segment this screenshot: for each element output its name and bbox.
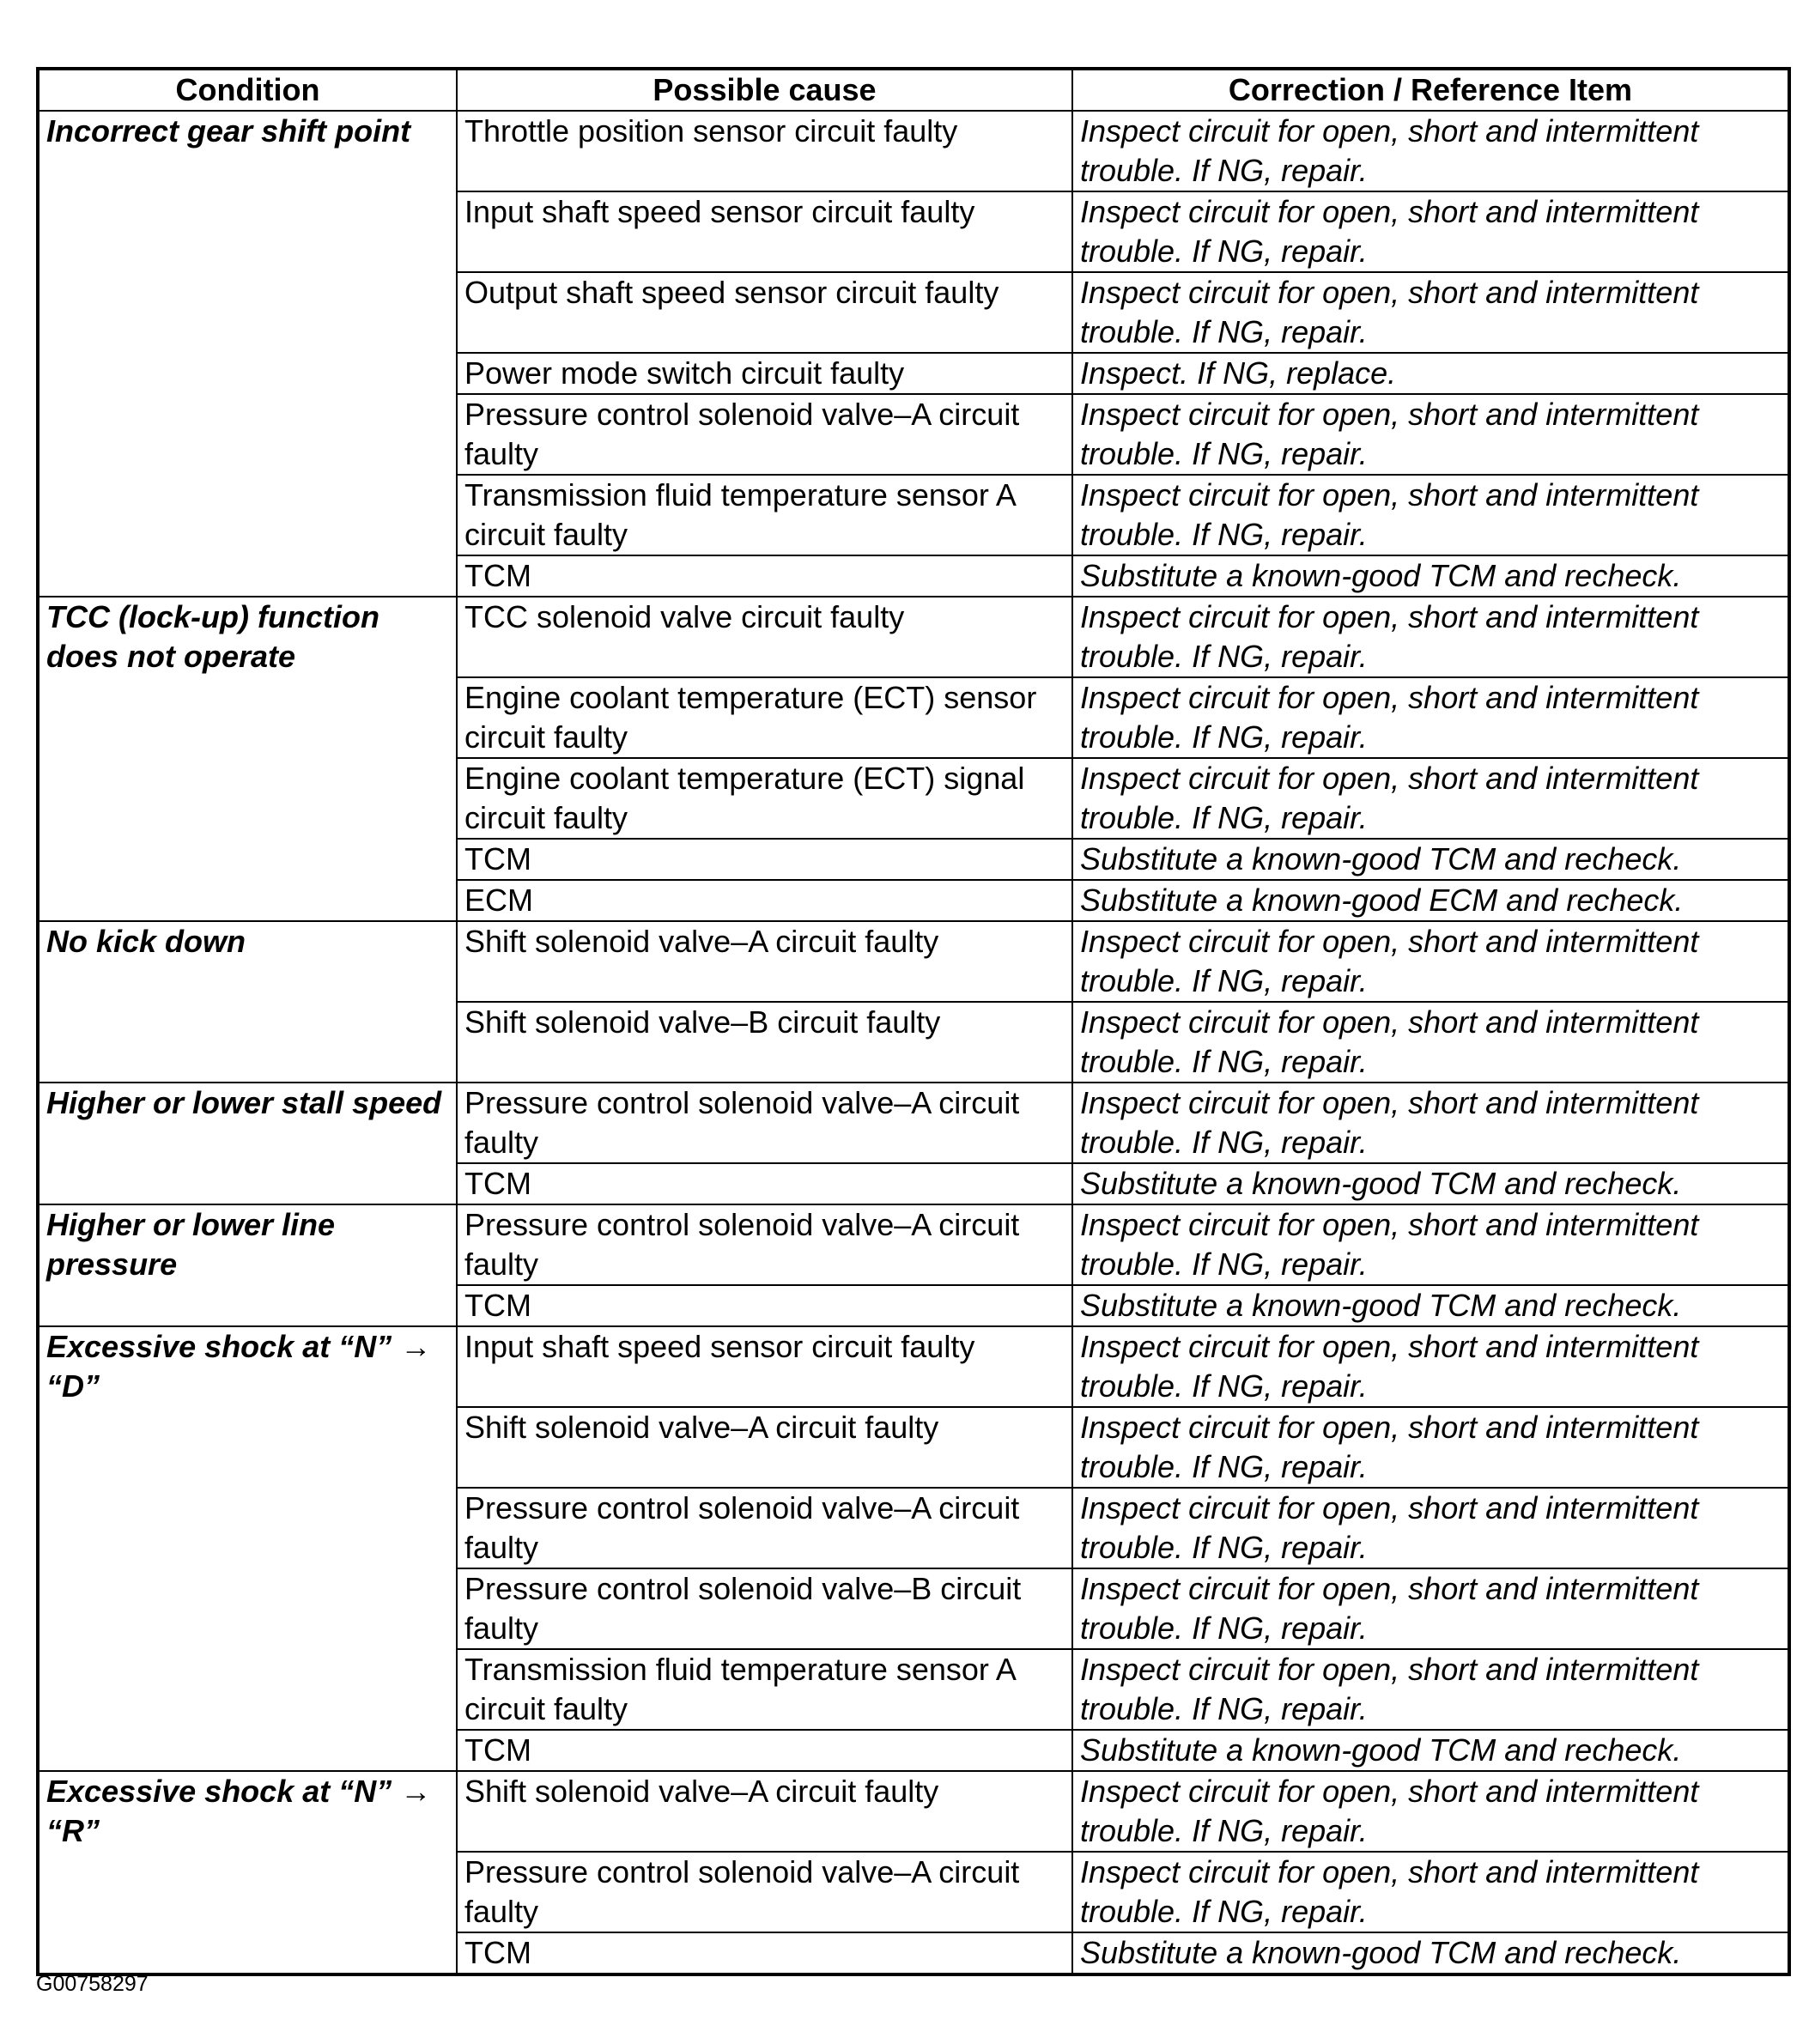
correction-cell: Inspect circuit for open, short and intermittent trouble. If NG, repair. xyxy=(1072,1771,1789,1852)
condition-cell: Higher or lower stall speed xyxy=(38,1083,457,1204)
condition-cell: No kick down xyxy=(38,921,457,1083)
correction-cell: Inspect circuit for open, short and intermittent trouble. If NG, repair. xyxy=(1072,394,1789,475)
possible-cause-cell: Throttle position sensor circuit faulty xyxy=(457,111,1072,191)
possible-cause-cell: Pressure control solenoid valve–A circuit faulty xyxy=(457,1488,1072,1568)
possible-cause-cell: Pressure control solenoid valve–A circuit faulty xyxy=(457,1204,1072,1285)
possible-cause-cell: Pressure control solenoid valve–A circuit faulty xyxy=(457,394,1072,475)
table-row xyxy=(38,1771,1789,1852)
possible-cause-cell: TCM xyxy=(457,839,1072,880)
correction-cell: Inspect circuit for open, short and intermittent trouble. If NG, repair. xyxy=(1072,597,1789,677)
table-row xyxy=(38,1326,1789,1407)
correction-cell: Substitute a known-good TCM and recheck. xyxy=(1072,1163,1789,1204)
correction-cell: Inspect. If NG, replace. xyxy=(1072,353,1789,394)
possible-cause-cell: Shift solenoid valve–A circuit faulty xyxy=(457,1771,1072,1852)
condition-cell: Excessive shock at “N” → “R” xyxy=(38,1771,457,1974)
possible-cause-cell: TCM xyxy=(457,1285,1072,1326)
correction-cell: Inspect circuit for open, short and intermittent trouble. If NG, repair. xyxy=(1072,191,1789,272)
correction-cell: Inspect circuit for open, short and intermittent trouble. If NG, repair. xyxy=(1072,272,1789,353)
possible-cause-cell: TCM xyxy=(457,1163,1072,1204)
possible-cause-cell: Pressure control solenoid valve–B circuit faulty xyxy=(457,1568,1072,1649)
correction-cell: Inspect circuit for open, short and intermittent trouble. If NG, repair. xyxy=(1072,1204,1789,1285)
table-row xyxy=(38,111,1789,191)
possible-cause-cell: Engine coolant temperature (ECT) signal circuit faulty xyxy=(457,758,1072,839)
condition-cell: Excessive shock at “N” → “D” xyxy=(38,1326,457,1771)
possible-cause-cell: TCC solenoid valve circuit faulty xyxy=(457,597,1072,677)
possible-cause-cell: Transmission fluid temperature sensor A circuit faulty xyxy=(457,475,1072,555)
correction-cell: Inspect circuit for open, short and intermittent trouble. If NG, repair. xyxy=(1072,1002,1789,1083)
correction-cell: Substitute a known-good TCM and recheck. xyxy=(1072,1932,1789,1974)
condition-cell: TCC (lock-up) function does not operate xyxy=(38,597,457,921)
header-condition: Condition xyxy=(38,69,457,111)
correction-cell: Inspect circuit for open, short and intermittent trouble. If NG, repair. xyxy=(1072,677,1789,758)
correction-cell: Inspect circuit for open, short and intermittent trouble. If NG, repair. xyxy=(1072,475,1789,555)
possible-cause-cell: Power mode switch circuit faulty xyxy=(457,353,1072,394)
possible-cause-cell: Shift solenoid valve–B circuit faulty xyxy=(457,1002,1072,1083)
correction-cell: Substitute a known-good TCM and recheck. xyxy=(1072,1285,1789,1326)
table-row xyxy=(38,921,1789,1002)
table-row xyxy=(38,1204,1789,1285)
possible-cause-cell: Input shaft speed sensor circuit faulty xyxy=(457,1326,1072,1407)
condition-cell: Incorrect gear shift point xyxy=(38,111,457,597)
correction-cell: Inspect circuit for open, short and intermittent trouble. If NG, repair. xyxy=(1072,1568,1789,1649)
possible-cause-cell: Shift solenoid valve–A circuit faulty xyxy=(457,1407,1072,1488)
possible-cause-cell: Transmission fluid temperature sensor A circuit faulty xyxy=(457,1649,1072,1730)
correction-cell: Substitute a known-good TCM and recheck. xyxy=(1072,555,1789,597)
correction-cell: Substitute a known-good TCM and recheck. xyxy=(1072,839,1789,880)
possible-cause-cell: Input shaft speed sensor circuit faulty xyxy=(457,191,1072,272)
possible-cause-cell: Pressure control solenoid valve–A circuit faulty xyxy=(457,1852,1072,1932)
correction-cell: Substitute a known-good TCM and recheck. xyxy=(1072,1730,1789,1771)
header-correction: Correction / Reference Item xyxy=(1072,69,1789,111)
header-possible-cause: Possible cause xyxy=(457,69,1072,111)
correction-cell: Inspect circuit for open, short and intermittent trouble. If NG, repair. xyxy=(1072,1852,1789,1932)
possible-cause-cell: TCM xyxy=(457,1932,1072,1974)
possible-cause-cell: Output shaft speed sensor circuit faulty xyxy=(457,272,1072,353)
possible-cause-cell: Pressure control solenoid valve–A circuit faulty xyxy=(457,1083,1072,1163)
header-row xyxy=(38,69,1789,111)
correction-cell: Inspect circuit for open, short and intermittent trouble. If NG, repair. xyxy=(1072,1407,1789,1488)
figure-id: G00758297 xyxy=(36,1972,149,1996)
correction-cell: Inspect circuit for open, short and intermittent trouble. If NG, repair. xyxy=(1072,1083,1789,1163)
possible-cause-cell: Engine coolant temperature (ECT) sensor circuit faulty xyxy=(457,677,1072,758)
correction-cell: Substitute a known-good ECM and recheck. xyxy=(1072,880,1789,921)
table-row xyxy=(38,597,1789,677)
troubleshooting-table xyxy=(36,67,1791,1976)
correction-cell: Inspect circuit for open, short and intermittent trouble. If NG, repair. xyxy=(1072,1488,1789,1568)
correction-cell: Inspect circuit for open, short and intermittent trouble. If NG, repair. xyxy=(1072,1326,1789,1407)
possible-cause-cell: TCM xyxy=(457,1730,1072,1771)
correction-cell: Inspect circuit for open, short and intermittent trouble. If NG, repair. xyxy=(1072,1649,1789,1730)
table-body xyxy=(38,111,1789,1974)
possible-cause-cell: TCM xyxy=(457,555,1072,597)
possible-cause-cell: ECM xyxy=(457,880,1072,921)
possible-cause-cell: Shift solenoid valve–A circuit faulty xyxy=(457,921,1072,1002)
table-row xyxy=(38,1083,1789,1163)
condition-cell: Higher or lower line pressure xyxy=(38,1204,457,1326)
correction-cell: Inspect circuit for open, short and intermittent trouble. If NG, repair. xyxy=(1072,758,1789,839)
correction-cell: Inspect circuit for open, short and intermittent trouble. If NG, repair. xyxy=(1072,111,1789,191)
correction-cell: Inspect circuit for open, short and intermittent trouble. If NG, repair. xyxy=(1072,921,1789,1002)
